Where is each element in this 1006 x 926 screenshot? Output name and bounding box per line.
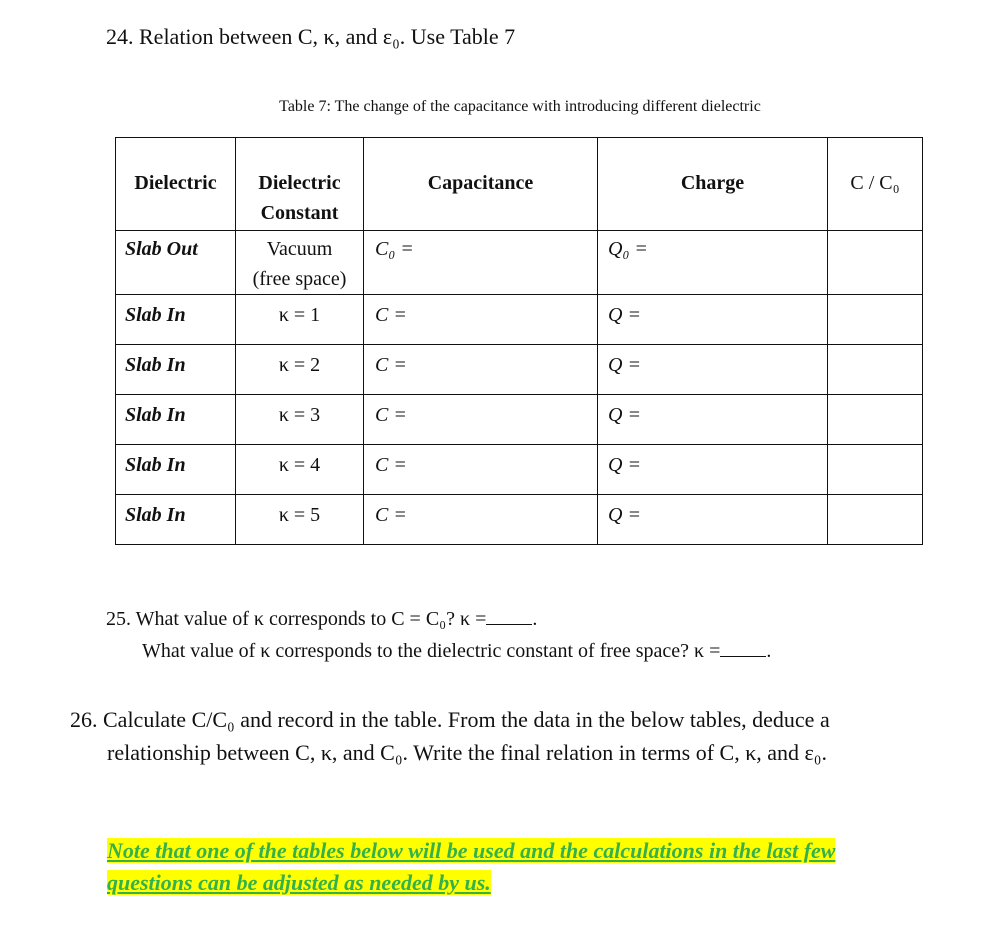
cell-ratio[interactable] (828, 495, 923, 545)
table-caption: Table 7: The change of the capacitance with introducing different dielectric (279, 98, 761, 115)
header-charge: Charge (598, 138, 828, 231)
cell-ratio[interactable] (828, 231, 923, 295)
cell-dielectric: Slab In (116, 495, 236, 545)
cell-dielectric: Slab In (116, 445, 236, 495)
table-header-row (116, 138, 923, 231)
table-row (116, 295, 923, 345)
note-line2: questions can be adjusted as needed by us. (107, 870, 491, 895)
header-dielectric: Dielectric (116, 138, 236, 231)
table-row (116, 445, 923, 495)
highlighted-note (107, 835, 835, 899)
answer-blank[interactable] (486, 624, 532, 625)
cell-ratio[interactable] (828, 295, 923, 345)
table-row (116, 495, 923, 545)
header-constant-line2: Constant (260, 202, 339, 224)
cell-charge: Q = (598, 495, 828, 545)
cell-constant: κ = 2 (236, 345, 364, 395)
cell-constant: κ = 5 (236, 495, 364, 545)
question-26-line1: 26. Calculate C/C₀ and record in the table. From the data in the below tables, deduce a (70, 707, 830, 732)
cell-constant: Vacuum (free space) (236, 231, 364, 295)
cell-constant: κ = 4 (236, 445, 364, 495)
cell-capacitance: C = (364, 495, 598, 545)
cell-dielectric: Slab In (116, 295, 236, 345)
header-dielectric-constant (236, 138, 364, 231)
cell-ratio[interactable] (828, 445, 923, 495)
header-ratio: C / C₀ (828, 138, 923, 231)
question-25-line1: 25. What value of κ corresponds to C = C₀? κ = . (106, 608, 538, 630)
header-constant-line1: Dielectric (258, 172, 341, 194)
question-25 (106, 603, 771, 667)
cell-charge: Q = (598, 295, 828, 345)
question-25-line2: What value of κ corresponds to the dielectric constant of free space? κ = . (142, 640, 772, 662)
capacitance-table (115, 137, 923, 545)
cell-charge: Q₀ = (598, 231, 828, 295)
cell-dielectric: Slab In (116, 395, 236, 445)
answer-blank[interactable] (720, 656, 766, 657)
cell-capacitance: C = (364, 395, 598, 445)
cell-ratio[interactable] (828, 395, 923, 445)
question-26 (70, 703, 830, 769)
cell-dielectric: Slab In (116, 345, 236, 395)
cell-dielectric: Slab Out (116, 231, 236, 295)
cell-ratio[interactable] (828, 345, 923, 395)
header-capacitance: Capacitance (364, 138, 598, 231)
cell-capacitance: C = (364, 295, 598, 345)
table-row (116, 395, 923, 445)
cell-constant: κ = 1 (236, 295, 364, 345)
cell-constant: κ = 3 (236, 395, 364, 445)
question-24: 24. Relation between C, κ, and ε₀. Use Table 7 (106, 24, 516, 49)
cell-capacitance: C = (364, 445, 598, 495)
table-row (116, 345, 923, 395)
cell-charge: Q = (598, 445, 828, 495)
cell-capacitance: C = (364, 345, 598, 395)
cell-charge: Q = (598, 345, 828, 395)
cell-capacitance: C₀ = (364, 231, 598, 295)
cell-charge: Q = (598, 395, 828, 445)
question-26-line2: relationship between C, κ, and C₀. Write the final relation in terms of C, κ, and ε₀. (107, 740, 827, 765)
note-line1: Note that one of the tables below will be used and the calculations in the last few (107, 838, 836, 863)
table-row (116, 231, 923, 295)
